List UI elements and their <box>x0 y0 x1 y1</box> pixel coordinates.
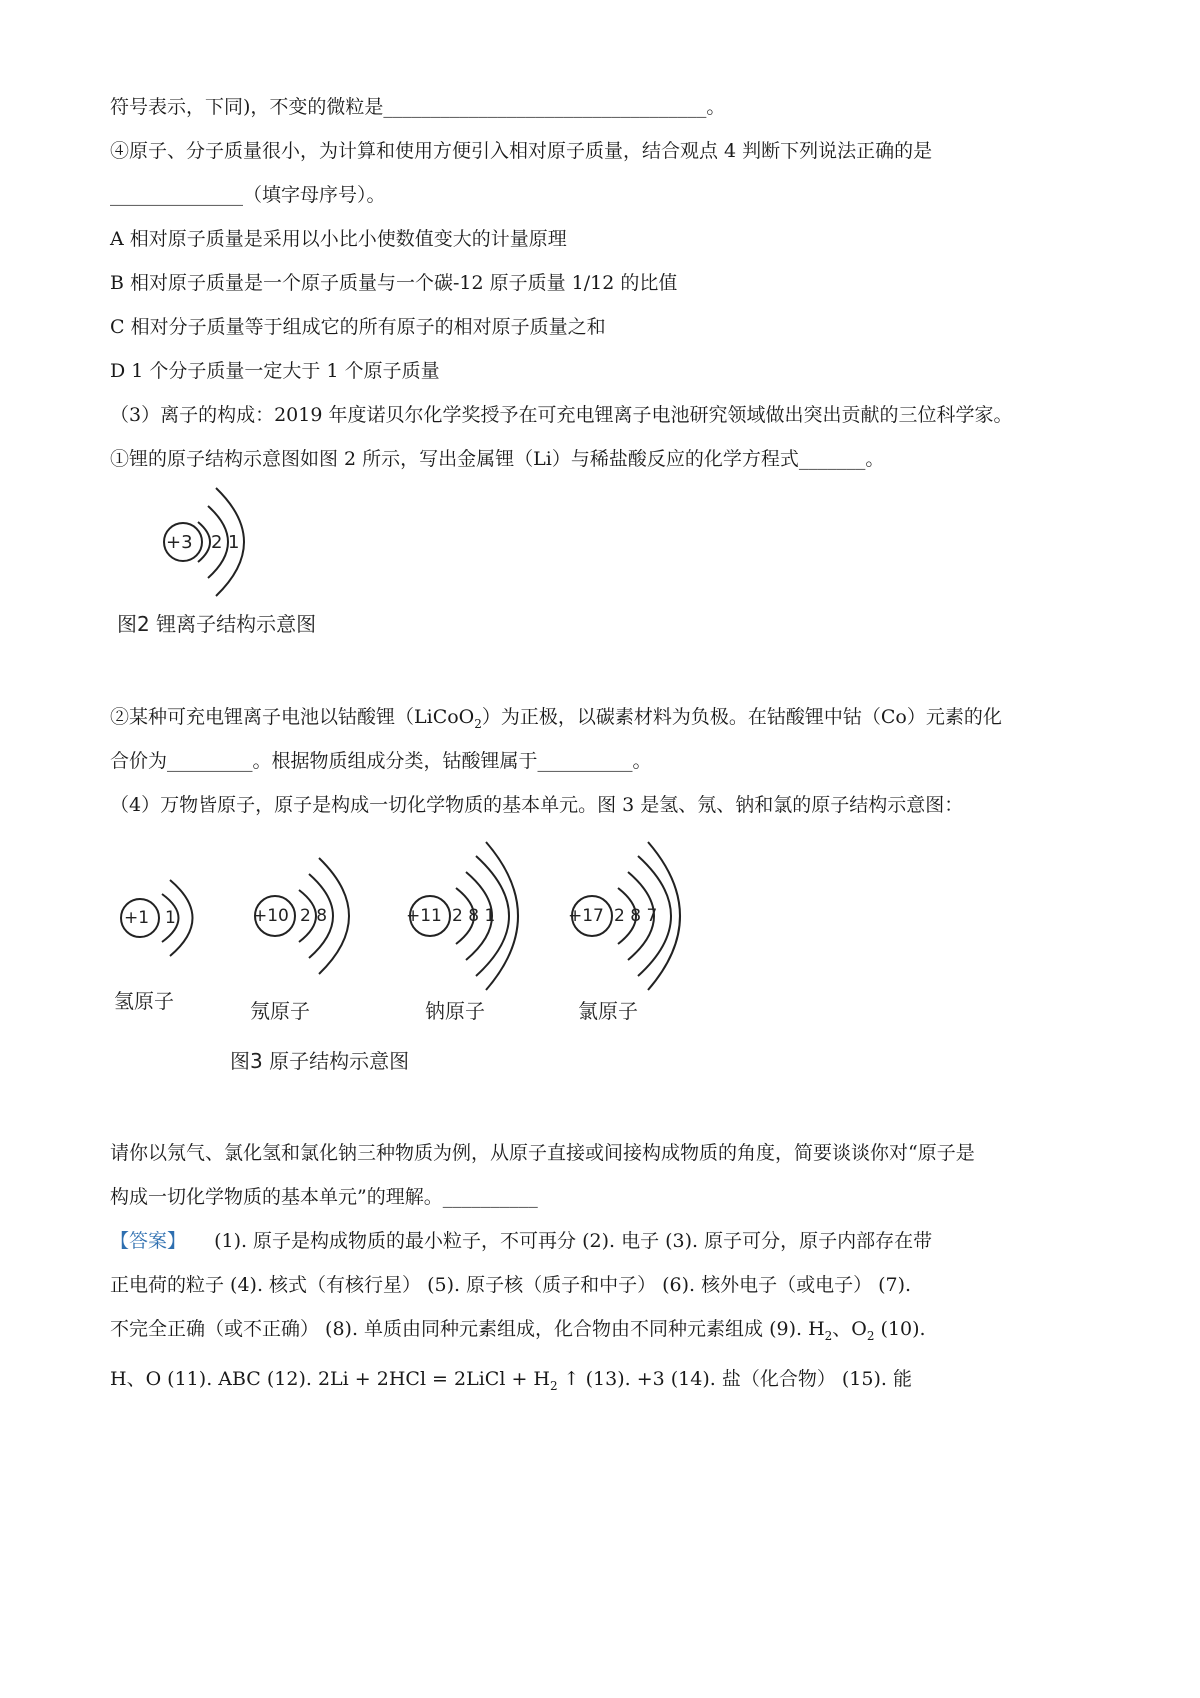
text-segment: H、O (11). ABC (12). 2Li + 2HCl = 2LiCl + H <box>110 1368 550 1390</box>
answer-row-4 <box>110 1366 912 1399</box>
option-a: A 相对原子质量是采用以小比小使数值变大的计量原理 <box>110 228 567 250</box>
sodium-nucleus: +11 <box>406 906 442 926</box>
text-segment: 、O <box>832 1318 867 1340</box>
answer-row-3 <box>110 1316 926 1349</box>
answer-row-2: 正电荷的粒子 (4). 核式（有核行星） (5). 原子核（质子和中子） (6). 核外电子（或电子） (7). <box>110 1274 912 1296</box>
hydrogen-shells: 1 <box>165 908 176 928</box>
sodium-shells: 2 8 1 <box>452 906 496 926</box>
answer-row-1 <box>110 1228 932 1254</box>
figure-2-caption: 图2 锂离子结构示意图 <box>117 612 317 636</box>
chlorine-shells: 2 8 7 <box>614 906 658 926</box>
text-segment: 不完全正确（或不正确） (8). 单质由同种元素组成，化合物由不同种元素组成 (9). H <box>110 1318 825 1340</box>
subscript: 2 <box>824 1328 833 1343</box>
neon-label: 氖原子 <box>250 999 310 1023</box>
text-line-1: 符号表示，下同)，不变的微粒是__________________________________。 <box>110 96 726 118</box>
question-3-1: ①锂的原子结构示意图如图 2 所示，写出金属锂（Li）与稀盐酸反应的化学方程式_______。 <box>110 448 885 470</box>
option-d: D 1 个分子质量一定大于 1 个原子质量 <box>110 360 440 382</box>
chlorine-nucleus: +17 <box>568 906 604 926</box>
subscript: 2 <box>474 716 482 731</box>
subscript: 2 <box>866 1328 875 1343</box>
figure-3-caption: 图3 原子结构示意图 <box>230 1049 410 1073</box>
text-segment: ②某种可充电锂离子电池以钴酸锂（LiCoO <box>110 706 475 728</box>
hydrogen-label: 氢原子 <box>114 989 174 1013</box>
lithium-shell-1: 2 <box>211 532 223 553</box>
question-3-2-line-1 <box>110 704 1002 737</box>
text-segment: (10). <box>874 1318 926 1340</box>
option-c: C 相对分子质量等于组成它的所有原子的相对原子质量之和 <box>110 316 606 338</box>
text-segment: ↑ (13). +3 (14). 盐（化合物） (15). 能 <box>557 1368 912 1390</box>
text-line-3: ______________（填字母序号）。 <box>110 184 386 206</box>
lithium-nucleus: +3 <box>166 532 193 553</box>
answer-text: (1). 原子是构成物质的最小粒子，不可再分 (2). 电子 (3). 原子可分，原子内部存在带 <box>214 1230 933 1252</box>
lithium-shell-2: 1 <box>228 532 240 553</box>
question-3-intro: （3）离子的构成：2019 年度诺贝尔化学奖授予在可充电锂离子电池研究领域做出突出贡献的三位科学家。 <box>110 404 1013 426</box>
chlorine-label: 氯原子 <box>578 999 638 1023</box>
figure-3-atomic-structures <box>110 840 730 1080</box>
text-segment: ）为正极，以碳素材料为负极。在钴酸锂中钴（Co）元素的化 <box>481 706 1002 728</box>
hydrogen-nucleus: +1 <box>124 908 150 928</box>
question-4-prompt-line-1: 请你以氖气、氯化氢和氯化钠三种物质为例，从原子直接或间接构成物质的角度，简要谈谈你对“原子是 <box>110 1142 975 1164</box>
option-b: B 相对原子质量是一个原子质量与一个碳-12 原子质量 1/12 的比值 <box>110 272 678 294</box>
question-3-2-line-2: 合价为_________。根据物质组成分类，钴酸锂属于__________。 <box>110 750 652 772</box>
sodium-label: 钠原子 <box>425 999 485 1023</box>
figure-2-lithium-structure <box>117 480 410 650</box>
neon-shells: 2 8 <box>300 906 328 926</box>
text-line-2: ④原子、分子质量很小，为计算和使用方便引入相对原子质量，结合观点 4 判断下列说法正确的是 <box>110 140 933 162</box>
question-4-intro: （4）万物皆原子，原子是构成一切化学物质的基本单元。图 3 是氢、氖、钠和氯的原子结构示意图： <box>110 794 964 816</box>
answer-tag: 【答案】 <box>110 1230 187 1252</box>
subscript: 2 <box>549 1378 558 1393</box>
neon-nucleus: +10 <box>253 906 289 926</box>
question-4-prompt-line-2: 构成一切化学物质的基本单元”的理解。__________ <box>110 1186 538 1208</box>
